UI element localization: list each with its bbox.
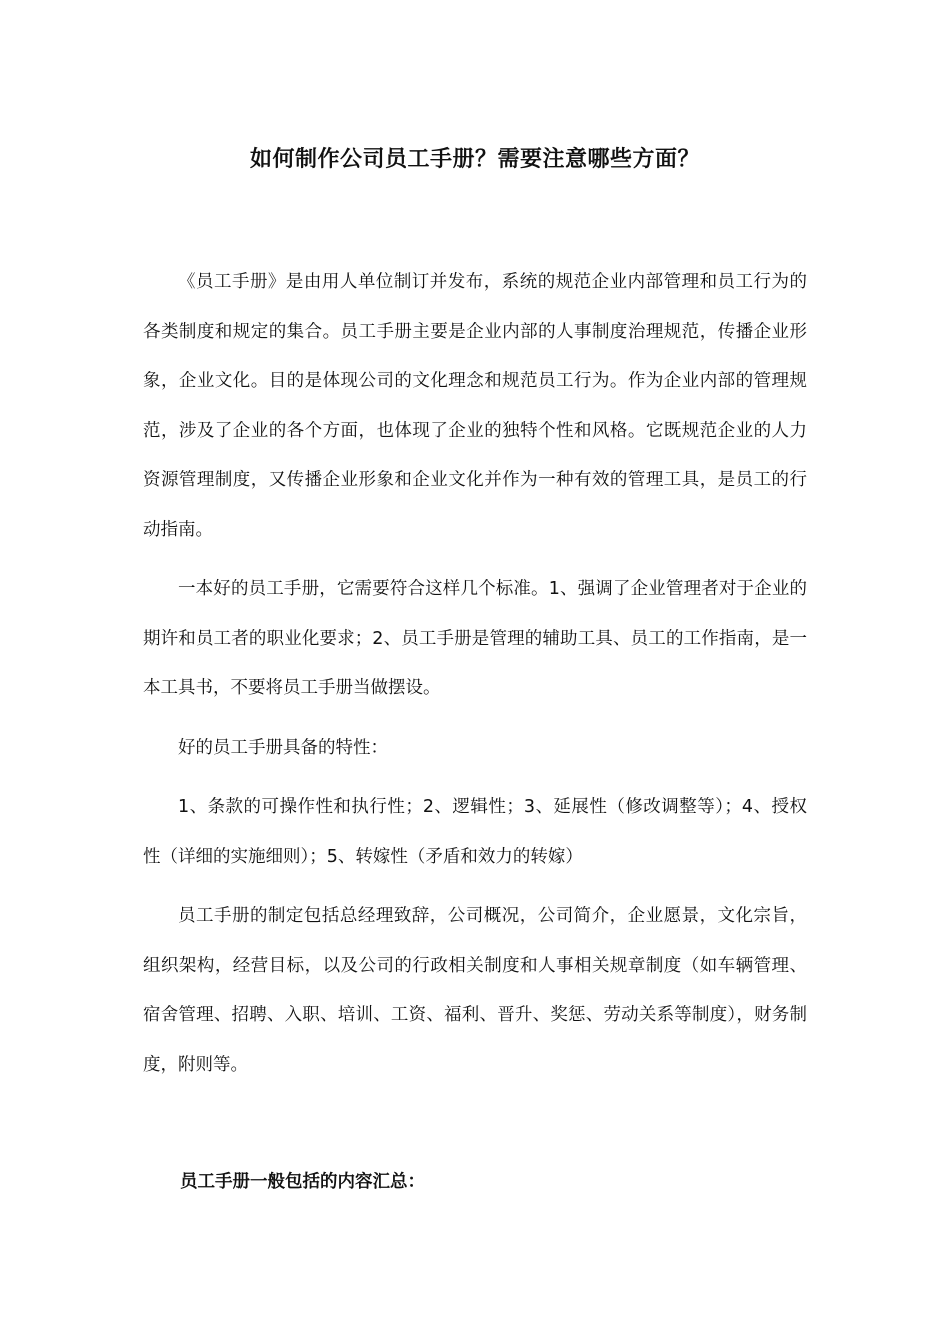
- document-body: [143, 258, 807, 1090]
- paragraph-features-intro: 好的员工手册具备的特性：: [178, 737, 388, 758]
- paragraph-contents: 员工手册的制定包括总经理致辞，公司概况，公司简介，企业愿景，文化宗旨，组织架构，经营目标，以及公司的行政相关制度和人事相关规章制度（如车辆管理、宿舍管理、招聘、入职、培训、工资、福利、晋升、奖惩、劳动关系等制度），财务制度，附则等。: [143, 906, 807, 1075]
- paragraph-standards: 一本好的员工手册，它需要符合这样几个标准。1、强调了企业管理者对于企业的期许和员工者的职业化要求；2、员工手册是管理的辅助工具、员工的工作指南，是一本工具书，不要将员工手册当做摆设。: [143, 579, 807, 698]
- paragraph-features-list: 1、条款的可操作性和执行性；2、逻辑性；3、延展性（修改调整等）；4、授权性（详细的实施细则）；5、转嫁性（矛盾和效力的转嫁）: [143, 797, 807, 867]
- document-title: 如何制作公司员工手册？需要注意哪些方面？: [249, 147, 700, 172]
- section-heading: 员工手册一般包括的内容汇总：: [180, 1172, 425, 1192]
- paragraph-definition: 《员工手册》是由用人单位制订并发布，系统的规范企业内部管理和员工行为的各类制度和规定的集合。员工手册主要是企业内部的人事制度治理规范，传播企业形象，企业文化。目的是体现公司的文化理念和规范员工行为。作为企业内部的管理规范，涉及了企业的各个方面，也体现了企业的独特个性和风格。它既规范企业的人力资源管理制度，又传播企业形象和企业文化并作为一种有效的管理工具，是员工的行动指南。: [143, 272, 807, 540]
